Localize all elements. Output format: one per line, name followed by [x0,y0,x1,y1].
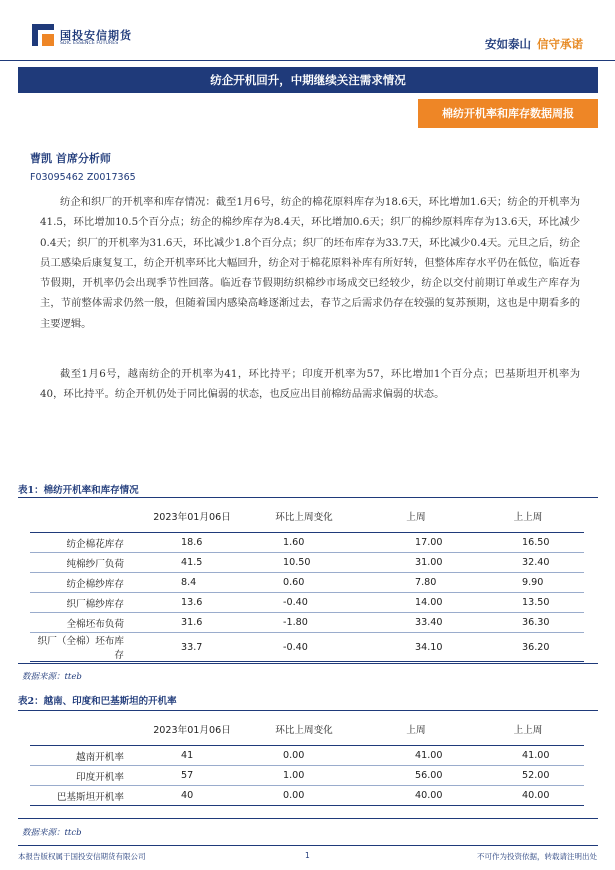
table-cell: 36.30 [472,613,584,633]
table-cell: 36.20 [472,633,584,662]
table-row [30,746,584,766]
table-cell: -1.80 [248,613,360,633]
table2-title: 表2：越南、印度和巴基斯坦的开机率 [18,696,177,707]
table-header-row [30,713,584,746]
table-cell: 18.6 [136,533,248,553]
table-header-cell: 上周 [360,713,472,746]
table-cell: -0.40 [248,633,360,662]
table-cell: 16.50 [472,533,584,553]
table-row [30,553,584,573]
table1-bottom-rule [18,663,598,664]
row-label: 织厂（全棉）坯布库存 [30,633,136,662]
slogan-part-1: 安如泰山 [485,37,531,51]
table-cell: 14.00 [360,593,472,613]
logo-chinese-name: 国投安信期货 [60,29,132,42]
table1-title: 表1：棉纺开机率和库存情况 [18,485,139,496]
table2 [30,713,584,806]
table-cell: 40 [136,786,248,806]
table-header-cell: 上上周 [472,500,584,533]
table-cell: 34.10 [360,633,472,662]
table-cell: 7.80 [360,573,472,593]
row-label: 越南开机率 [30,746,136,766]
table-cell: 33.7 [136,633,248,662]
row-label: 纺企棉花库存 [30,533,136,553]
table-cell: 32.40 [472,553,584,573]
table-cell: 13.50 [472,593,584,613]
table-cell: 0.00 [248,786,360,806]
table1-source: 数据来源：tteb [22,672,82,682]
slogan-part-2: 信守承诺 [537,37,583,51]
table-cell: 57 [136,766,248,786]
table2-source: 数据来源：ttcb [22,828,82,838]
row-label: 纺企棉纱库存 [30,573,136,593]
table-cell: 41.5 [136,553,248,573]
page-number: 1 [305,851,310,860]
table-row [30,766,584,786]
table-row [30,593,584,613]
row-label: 织厂棉纱库存 [30,593,136,613]
table-header-cell: 环比上周变化 [248,713,360,746]
table-cell: -0.40 [248,593,360,613]
table-cell: 1.00 [248,766,360,786]
table1-top-rule [18,497,598,498]
table-cell: 31.00 [360,553,472,573]
footer-disclaimer: 不可作为投资依据，转载请注明出处 [477,852,597,861]
table-cell: 1.60 [248,533,360,553]
logo-english-name: SDIC ESSENCE FUTURES [60,41,119,46]
report-type-badge: 棉纺开机率和库存数据周报 [418,99,598,128]
paragraph-overseas-status: 截至1月6号，越南纺企的开机率为41，环比持平；印度开机率为57，环比增加1个百分点；巴基斯坦开机率为40，环比持平。纺企开机仍处于同比偏弱的状态，也反应出目前棉纺品需求偏弱的状态。 [40,368,580,401]
header-divider [0,60,615,61]
table-cell: 9.90 [472,573,584,593]
table-cell: 41.00 [472,746,584,766]
table-cell: 40.00 [472,786,584,806]
table-cell: 8.4 [136,573,248,593]
table2-bottom-rule [18,818,598,819]
table-header-cell [30,713,136,746]
table-header-cell: 环比上周变化 [248,500,360,533]
report-title: 纺企开机回升，中期继续关注需求情况 [18,67,598,93]
table-header-cell: 2023年01月06日 [136,713,248,746]
table-cell: 13.6 [136,593,248,613]
table-cell: 17.00 [360,533,472,553]
paragraph-mill-status: 纺企和织厂的开机率和库存情况：截至1月6号，纺企的棉花原料库存为18.6天，环比增加1.6天；纺企的开机率为41.5，环比增加10.5个百分点；纺企的棉纱库存为8.4天，环比增加0.6天；织厂的棉纱原料库存为13.6天，环比减少0.4天；织厂的开机率为31.6天，环比减少1.8个百分点；织厂的坯布库存为33.7天，环比减少0.4天。元旦之后，纺企员工感染后康复复工，纺企开机率环比大幅回升，纺企对于棉花原料补库有所好转，但整体库存水平仍在低位，临近春节假期，开机率仍会出现季节性回落。临近春节假期纺织棉纱市场成交已经较少，纺企以交付前期订单或生产库存为主，节前整体需求仍然一般，但随着国内感染高峰逐渐过去，春节之后需求仍存在较强的复苏预期，这也是中期看多的主要逻辑。 [40,196,580,330]
table-cell: 0.00 [248,746,360,766]
table-cell: 40.00 [360,786,472,806]
table1 [30,500,584,662]
table-row [30,613,584,633]
table-cell: 41.00 [360,746,472,766]
author-certificate: F03095462 Z0017365 [30,172,136,183]
table-header-cell: 2023年01月06日 [136,500,248,533]
table-row [30,786,584,806]
table-cell: 41 [136,746,248,766]
table2-top-rule [18,710,598,711]
footer-divider [18,845,598,846]
table-header-cell [30,500,136,533]
footer-copyright: 本报告版权属于国投安信期货有限公司 [18,852,146,861]
table-cell: 31.6 [136,613,248,633]
table-cell: 56.00 [360,766,472,786]
table-row [30,533,584,553]
logo-mark-icon [32,24,54,46]
table-header-cell: 上上周 [472,713,584,746]
table-cell: 52.00 [472,766,584,786]
company-logo [32,24,162,54]
row-label: 全棉坯布负荷 [30,613,136,633]
table-cell: 0.60 [248,573,360,593]
table-cell: 33.40 [360,613,472,633]
table-header-row [30,500,584,533]
row-label: 印度开机率 [30,766,136,786]
table-cell: 10.50 [248,553,360,573]
table-row [30,573,584,593]
company-slogan [485,36,583,52]
page-header [0,0,615,60]
table-header-cell: 上周 [360,500,472,533]
row-label: 纯棉纱厂负荷 [30,553,136,573]
table-row [30,633,584,662]
author-name: 曹凯 首席分析师 [30,152,111,165]
row-label: 巴基斯坦开机率 [30,786,136,806]
